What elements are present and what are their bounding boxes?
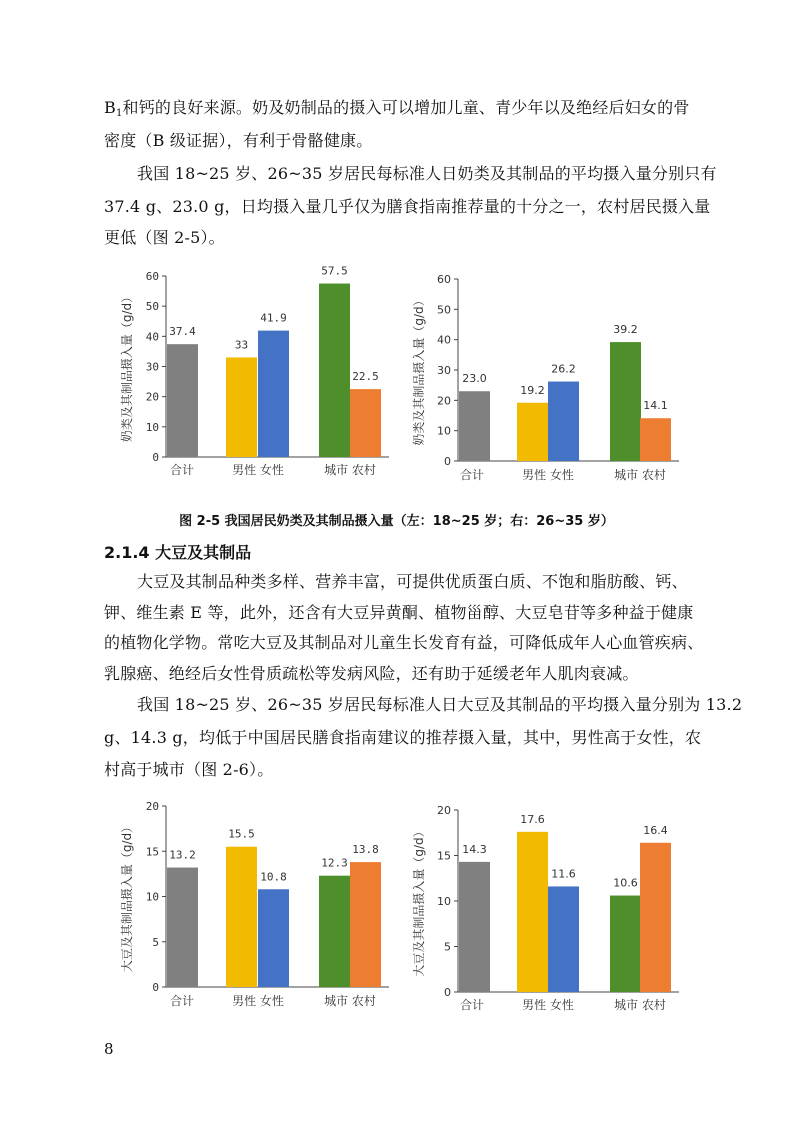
x-category-label: 城市 农村 <box>614 998 666 1012</box>
y-tick-label: 10 <box>145 890 159 904</box>
para3-line2: 钾、维生素 E 等，此外，还含有大豆异黄酮、植物甾醇、大豆皂苷等多种益于健康 <box>104 603 694 622</box>
para1-line2: 密度（B 级证据），有利于骨骼健康。 <box>104 131 373 150</box>
y-tick-label: 50 <box>145 300 159 314</box>
bar-total <box>459 862 490 992</box>
bar-male <box>226 357 257 457</box>
chart-soy-26-35 <box>408 797 698 1019</box>
bar-female <box>258 889 289 987</box>
x-category-label: 合计 <box>459 998 485 1012</box>
x-category-label: 男性 女性 <box>232 994 284 1008</box>
y-tick-label: 5 <box>152 935 159 949</box>
bar-male <box>517 832 548 992</box>
bar-value-label: 39.2 <box>613 323 638 337</box>
bar-value-label: 17.6 <box>520 812 545 826</box>
y-tick-label: 15 <box>145 845 159 859</box>
bar-value-label: 11.6 <box>551 867 576 881</box>
bar-male <box>226 847 257 987</box>
bar-rural <box>350 862 381 987</box>
para4-line2: g、14.3 g，均低于中国居民膳食指南建议的推荐摄入量，其中，男性高于女性，农 <box>104 728 702 747</box>
para1-b: B <box>104 98 116 117</box>
x-category-label: 合计 <box>459 468 485 482</box>
bar-value-label: 13.2 <box>169 848 196 862</box>
bar-value-label: 37.4 <box>169 325 196 339</box>
bar-value-label: 13.8 <box>352 843 379 857</box>
y-tick-label: 20 <box>437 394 451 408</box>
bar-male <box>517 403 548 461</box>
y-tick-label: 10 <box>437 895 451 908</box>
bar-value-label: 33 <box>234 338 249 352</box>
para3-line4: 乳腺癌、绝经后女性骨质疏松等发病风险，还有助于延缓老年人肌肉衰减。 <box>104 664 639 683</box>
para4-line3: 村高于城市（图 2-6）。 <box>104 760 274 779</box>
y-tick-label: 20 <box>145 390 159 404</box>
chart-milk-18-25 <box>112 260 402 490</box>
bar-female <box>548 382 579 461</box>
x-category-label: 城市 农村 <box>324 463 376 477</box>
bar-value-label: 14.3 <box>462 842 487 856</box>
x-category-label: 男性 女性 <box>522 468 574 482</box>
para2-line2: 37.4 g、23.0 g，日均摄入量几乎仅为膳食指南推荐量的十分之一，农村居民摄入量 <box>104 197 711 216</box>
para1-line1-text: 和钙的良好来源。奶及奶制品的摄入可以增加儿童、青少年以及绝经后妇女的骨 <box>122 98 690 117</box>
bar-total <box>167 344 198 457</box>
bar-value-label: 57.5 <box>321 264 348 278</box>
para3-line1: 大豆及其制品种类多样、营养丰富，可提供优质蛋白质、不饱和脂肪酸、钙、 <box>137 572 688 591</box>
chart-soy-18-25 <box>112 793 402 1015</box>
bar-value-label: 22.5 <box>352 370 379 384</box>
section-heading: 2.1.4 大豆及其制品 <box>104 543 252 562</box>
page-number: 8 <box>104 1040 114 1058</box>
bar-rural <box>350 389 381 457</box>
y-tick-label: 20 <box>145 800 159 813</box>
y-tick-label: 40 <box>437 333 451 347</box>
y-tick-label: 40 <box>145 330 159 344</box>
para2-line3: 更低（图 2-5）。 <box>104 228 225 247</box>
bar-value-label: 16.4 <box>643 823 668 837</box>
y-tick-label: 10 <box>437 424 451 438</box>
y-tick-label: 30 <box>145 360 159 374</box>
bar-urban <box>610 342 641 461</box>
para3-line3: 的植物化学物。常吃大豆及其制品对儿童生长发育有益，可降低成年人心血管疾病、 <box>104 633 704 652</box>
y-axis-title: 大豆及其制品摄入量（g/d） <box>120 820 134 973</box>
para1-line1 <box>104 98 690 124</box>
bar-total <box>167 868 198 987</box>
y-tick-label: 0 <box>444 455 451 468</box>
bar-value-label: 12.3 <box>321 856 348 870</box>
y-tick-label: 0 <box>444 986 451 999</box>
y-axis-title: 大豆及其制品摄入量（g/d） <box>412 825 426 977</box>
bar-urban <box>319 284 350 457</box>
y-axis-title: 奶类及其制品摄入量（g/d） <box>412 294 426 446</box>
bar-urban <box>610 896 641 992</box>
bar-value-label: 26.2 <box>551 362 576 376</box>
bar-value-label: 23.0 <box>462 372 487 386</box>
bar-total <box>459 391 490 461</box>
y-tick-label: 60 <box>437 273 451 286</box>
bar-urban <box>319 876 350 987</box>
x-category-label: 合计 <box>169 463 195 477</box>
y-tick-label: 0 <box>152 981 159 994</box>
x-category-label: 男性 女性 <box>232 463 284 477</box>
bar-rural <box>640 843 671 992</box>
y-tick-label: 20 <box>437 804 451 817</box>
y-tick-label: 10 <box>145 420 159 434</box>
y-tick-label: 50 <box>437 303 451 317</box>
x-category-label: 城市 农村 <box>614 468 666 482</box>
y-tick-label: 0 <box>152 451 159 464</box>
para1-subscript: 1 <box>115 108 123 119</box>
y-tick-label: 30 <box>437 364 451 377</box>
x-category-label: 合计 <box>169 994 195 1008</box>
para4-line1: 我国 18~25 岁、26~35 岁居民每标准人日大豆及其制品的平均摄入量分别为 13.2 <box>137 695 743 714</box>
chart-milk-26-35 <box>408 268 698 490</box>
bar-value-label: 14.1 <box>643 399 668 413</box>
bar-value-label: 19.2 <box>520 383 545 397</box>
y-tick-label: 5 <box>444 940 451 954</box>
bar-female <box>258 331 289 457</box>
bar-value-label: 15.5 <box>228 827 255 841</box>
bar-value-label: 10.8 <box>260 870 287 884</box>
bar-rural <box>640 418 671 461</box>
figure-2-5-caption: 图 2-5 我国居民奶类及其制品摄入量（左：18~25 岁；右：26~35 岁） <box>179 514 614 529</box>
bar-value-label: 10.6 <box>613 876 638 890</box>
y-axis-title: 奶类及其制品摄入量（g/d） <box>120 290 134 443</box>
bar-female <box>548 886 579 992</box>
bar-value-label: 41.9 <box>260 311 287 325</box>
x-category-label: 城市 农村 <box>324 994 376 1008</box>
y-tick-label: 15 <box>437 849 451 863</box>
x-category-label: 男性 女性 <box>522 998 574 1012</box>
y-tick-label: 60 <box>145 270 159 283</box>
para2-line1: 我国 18~25 岁、26~35 岁居民每标准人日奶类及其制品的平均摄入量分别只有 <box>137 164 717 183</box>
